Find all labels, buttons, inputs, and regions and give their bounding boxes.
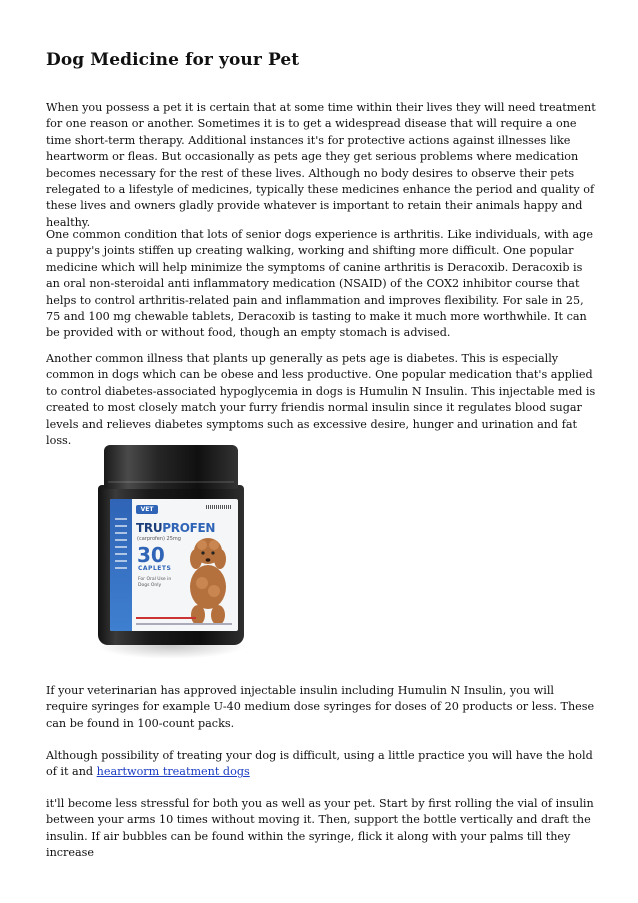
paragraph-arthritis <box>46 227 596 342</box>
paragraph-text <box>46 748 596 781</box>
paragraph-text: When you possess a pet it is certain that at some time within their lives they will need treatment for one reason or another. Sometimes it is to get a widespread disease that will require a one time short-term therapy. Additional instances it's for protective actions against illnesses like heartworm or fleas. But occasionally as pets age they get serious problems where medication becomes necessary for the rest of these lives. Although no body desires to observe their pets relegated to a lifestyle of medicines, typically these medicines enhance the period and quality of these lives and owners gladly provide whatever is important to retain their animals happy and healthy. <box>46 101 596 229</box>
product-label <box>110 499 238 631</box>
paragraph-text: Another common illness that plants up generally as pets age is diabetes. This is especially common in dogs which can be obese and less productive. One popular medication that's applied to control diabetes-associated hypoglycemia in dogs is Humulin N Insulin. This injectable med is created to most closely match your furry friendis normal insulin since it regulates blood sugar levels and relieves diabetes symptoms such as excessive desire, hunger and urination and fat loss. <box>46 352 596 448</box>
product-count: 30 <box>137 543 165 567</box>
paragraph-treatment <box>46 748 596 781</box>
product-subtitle: (carprofen) 25mg <box>137 536 181 542</box>
poodle-dog-icon <box>174 529 238 629</box>
label-side-strip <box>110 499 132 631</box>
paragraph-text: it'll become less stressful for both you as well as your pet. Start by first rolling the vial of insulin between your arms 10 times without moving it. Then, support the bottle vertically and draft the insulin. If air bubbles can be found within the syringe, flick it along with your palms till they increase <box>46 797 594 860</box>
page-title: Dog Medicine for your Pet <box>46 50 300 70</box>
product-name: TRUPROFEN <box>136 521 216 535</box>
paragraph-insulin-steps <box>46 796 596 862</box>
brand-logo: VET <box>136 505 158 514</box>
product-use-note: For Oral Use in Dogs Only <box>138 577 172 588</box>
product-unit: CAPLETS <box>138 565 172 572</box>
product-lid <box>104 445 238 489</box>
label-footer-line <box>136 623 232 625</box>
product-image <box>88 437 260 665</box>
heartworm-treatment-link[interactable]: heartworm treatment dogs <box>96 765 250 779</box>
paragraph-intro <box>46 100 596 231</box>
paragraph-text: If your veterinarian has approved injectable insulin including Humulin N Insulin, you will require syringes for example U-40 medium dose syringes for doses of 20 products or less. These can be found in 100-count packs. <box>46 684 595 730</box>
paragraph-syringes <box>46 683 596 732</box>
paragraph-diabetes <box>46 351 596 449</box>
label-red-line <box>136 617 196 619</box>
barcode-icon <box>206 505 232 509</box>
paragraph-text: One common condition that lots of senior dogs experience is arthritis. Like individuals, with age a puppy's joints stiffen up creating walking, working and shifting more difficult. One popular medicine which will help minimize the symptoms of canine arthritis is Deracoxib. Deracoxib is an oral non-steroidal anti inflammatory medication (NSAID) of the COX2 inhibitor course that helps to control arthritis-related pain and inflammation and improves flexibility. For sale in 25, 75 and 100 mg chewable tablets, Deracoxib is tasting to make it much more worthwhile. It can be provided with or without food, though an empty stomach is advised. <box>46 228 593 340</box>
paragraph-text-span: Although possibility of treating your dog is difficult, using a little practice you will have the hold of it and <box>46 749 593 779</box>
